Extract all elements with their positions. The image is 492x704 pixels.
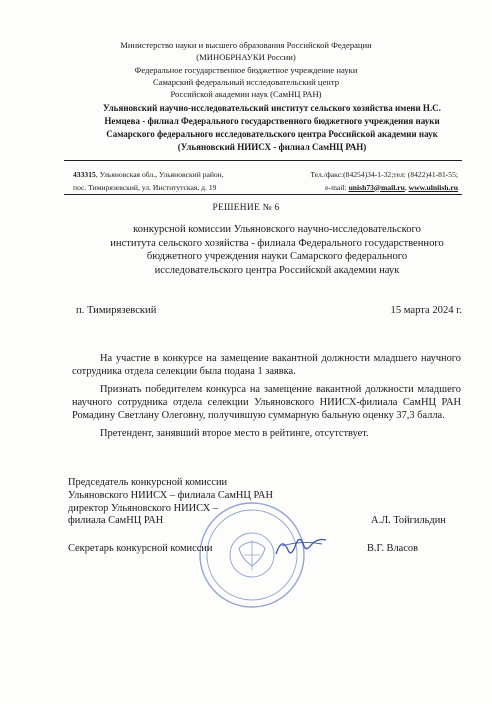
header-institute-line3: Самарского федерального исследовательского центра Российской академии наук [106, 129, 438, 139]
paragraph-applications: На участие в конкурсе на замещение вакантной должности младшего научного сотрудника отдела селекции была подана 1 заявка. [72, 353, 461, 378]
subject-line: конкурсной комиссии Ульяновского научно-исследовательского [133, 224, 421, 235]
decision-body [72, 352, 461, 445]
secretary-label: Секретарь конкурсной комиссии [68, 543, 213, 554]
secretary-name: В.Г. Власов [367, 543, 418, 554]
subject-line: исследовательского центра Российской академии наук [154, 264, 400, 276]
header-ministry-short: (МИНОБРНАУКИ России) [196, 52, 296, 62]
header-divider-top [64, 160, 462, 161]
chair-title-line: Председатель конкурсной комиссии [68, 477, 228, 488]
chair-name: А.Л. Тойгильдин [371, 515, 446, 526]
handwritten-signature [272, 532, 332, 562]
website-link[interactable]: www.ulniish.ru [408, 182, 458, 192]
chair-block [68, 477, 273, 528]
contact-info: Тел./факс:(84254)34-1-32;тел: (8422)41-81-55; e-mail: unish73@mail.ru, www.ulniish.ru [243, 169, 458, 194]
subject-line: бюджетного учреждения науки Самарского федерального [146, 251, 408, 263]
header-center: Самарский федеральный исследовательский центр [152, 77, 340, 87]
chair-title-line: директор Ульяновского НИИСХ – [68, 502, 219, 514]
chair-title-line: филиала СамНЦ РАН [68, 515, 164, 527]
decision-subject [92, 223, 462, 277]
header-divider-bottom [64, 194, 462, 195]
paragraph-winner: Признать победителем конкурса на замещение вакантной должности младшего научного сотрудника отдела селекции Ульяновского НИИСХ-филиала СамНЦ РАН Ромадину Светлану Олеговну, получившую суммарную бальную оценку 37,3 балла. [72, 384, 461, 422]
address-line2: пос. Тимирязевский, ул. Институтская, д. 19 [73, 182, 217, 192]
header-institute-line1: Ульяновский научно-исследовательский институт сельского хозяйства имени Н.С. [103, 103, 441, 113]
header-institute-line2: Немцева - филиал Федерального государственного бюджетного учреждения науки [104, 116, 440, 126]
header-institute-line4: (Ульяновский НИИСХ - филиал СамНЦ РАН) [177, 142, 367, 152]
address-line1: , Ульяновская обл., Ульяновский район, [95, 170, 224, 179]
subject-line: института сельского хозяйства - филиала Федерального государственного [110, 237, 444, 249]
header-org-type: Федеральное государственное бюджетное учреждение науки [134, 65, 358, 75]
decision-title: РЕШЕНИЕ № 6 [212, 203, 280, 213]
header-ministry: Министерство науки и высшего образования Российской Федерации [120, 40, 372, 50]
document-place: п. Тимирязевский [76, 305, 157, 316]
phone-line: Тел./факс:(84254)34-1-32;тел: (8422)41-81-55; [310, 170, 458, 179]
email-link[interactable]: unish73@mail.ru [348, 182, 405, 192]
postal-index: 433315 [73, 170, 96, 179]
header-academy: Российской академии наук (СамНЦ РАН) [170, 89, 322, 99]
paragraph-second-place: Претендент, занявший второе место в рейтинге, отсутствует. [100, 428, 369, 440]
email-label: e-mail: [325, 182, 349, 192]
document-date: 15 марта 2024 г. [390, 305, 462, 316]
chair-title-line: Ульяновского НИИСХ – филиала СамНЦ РАН [68, 489, 273, 501]
